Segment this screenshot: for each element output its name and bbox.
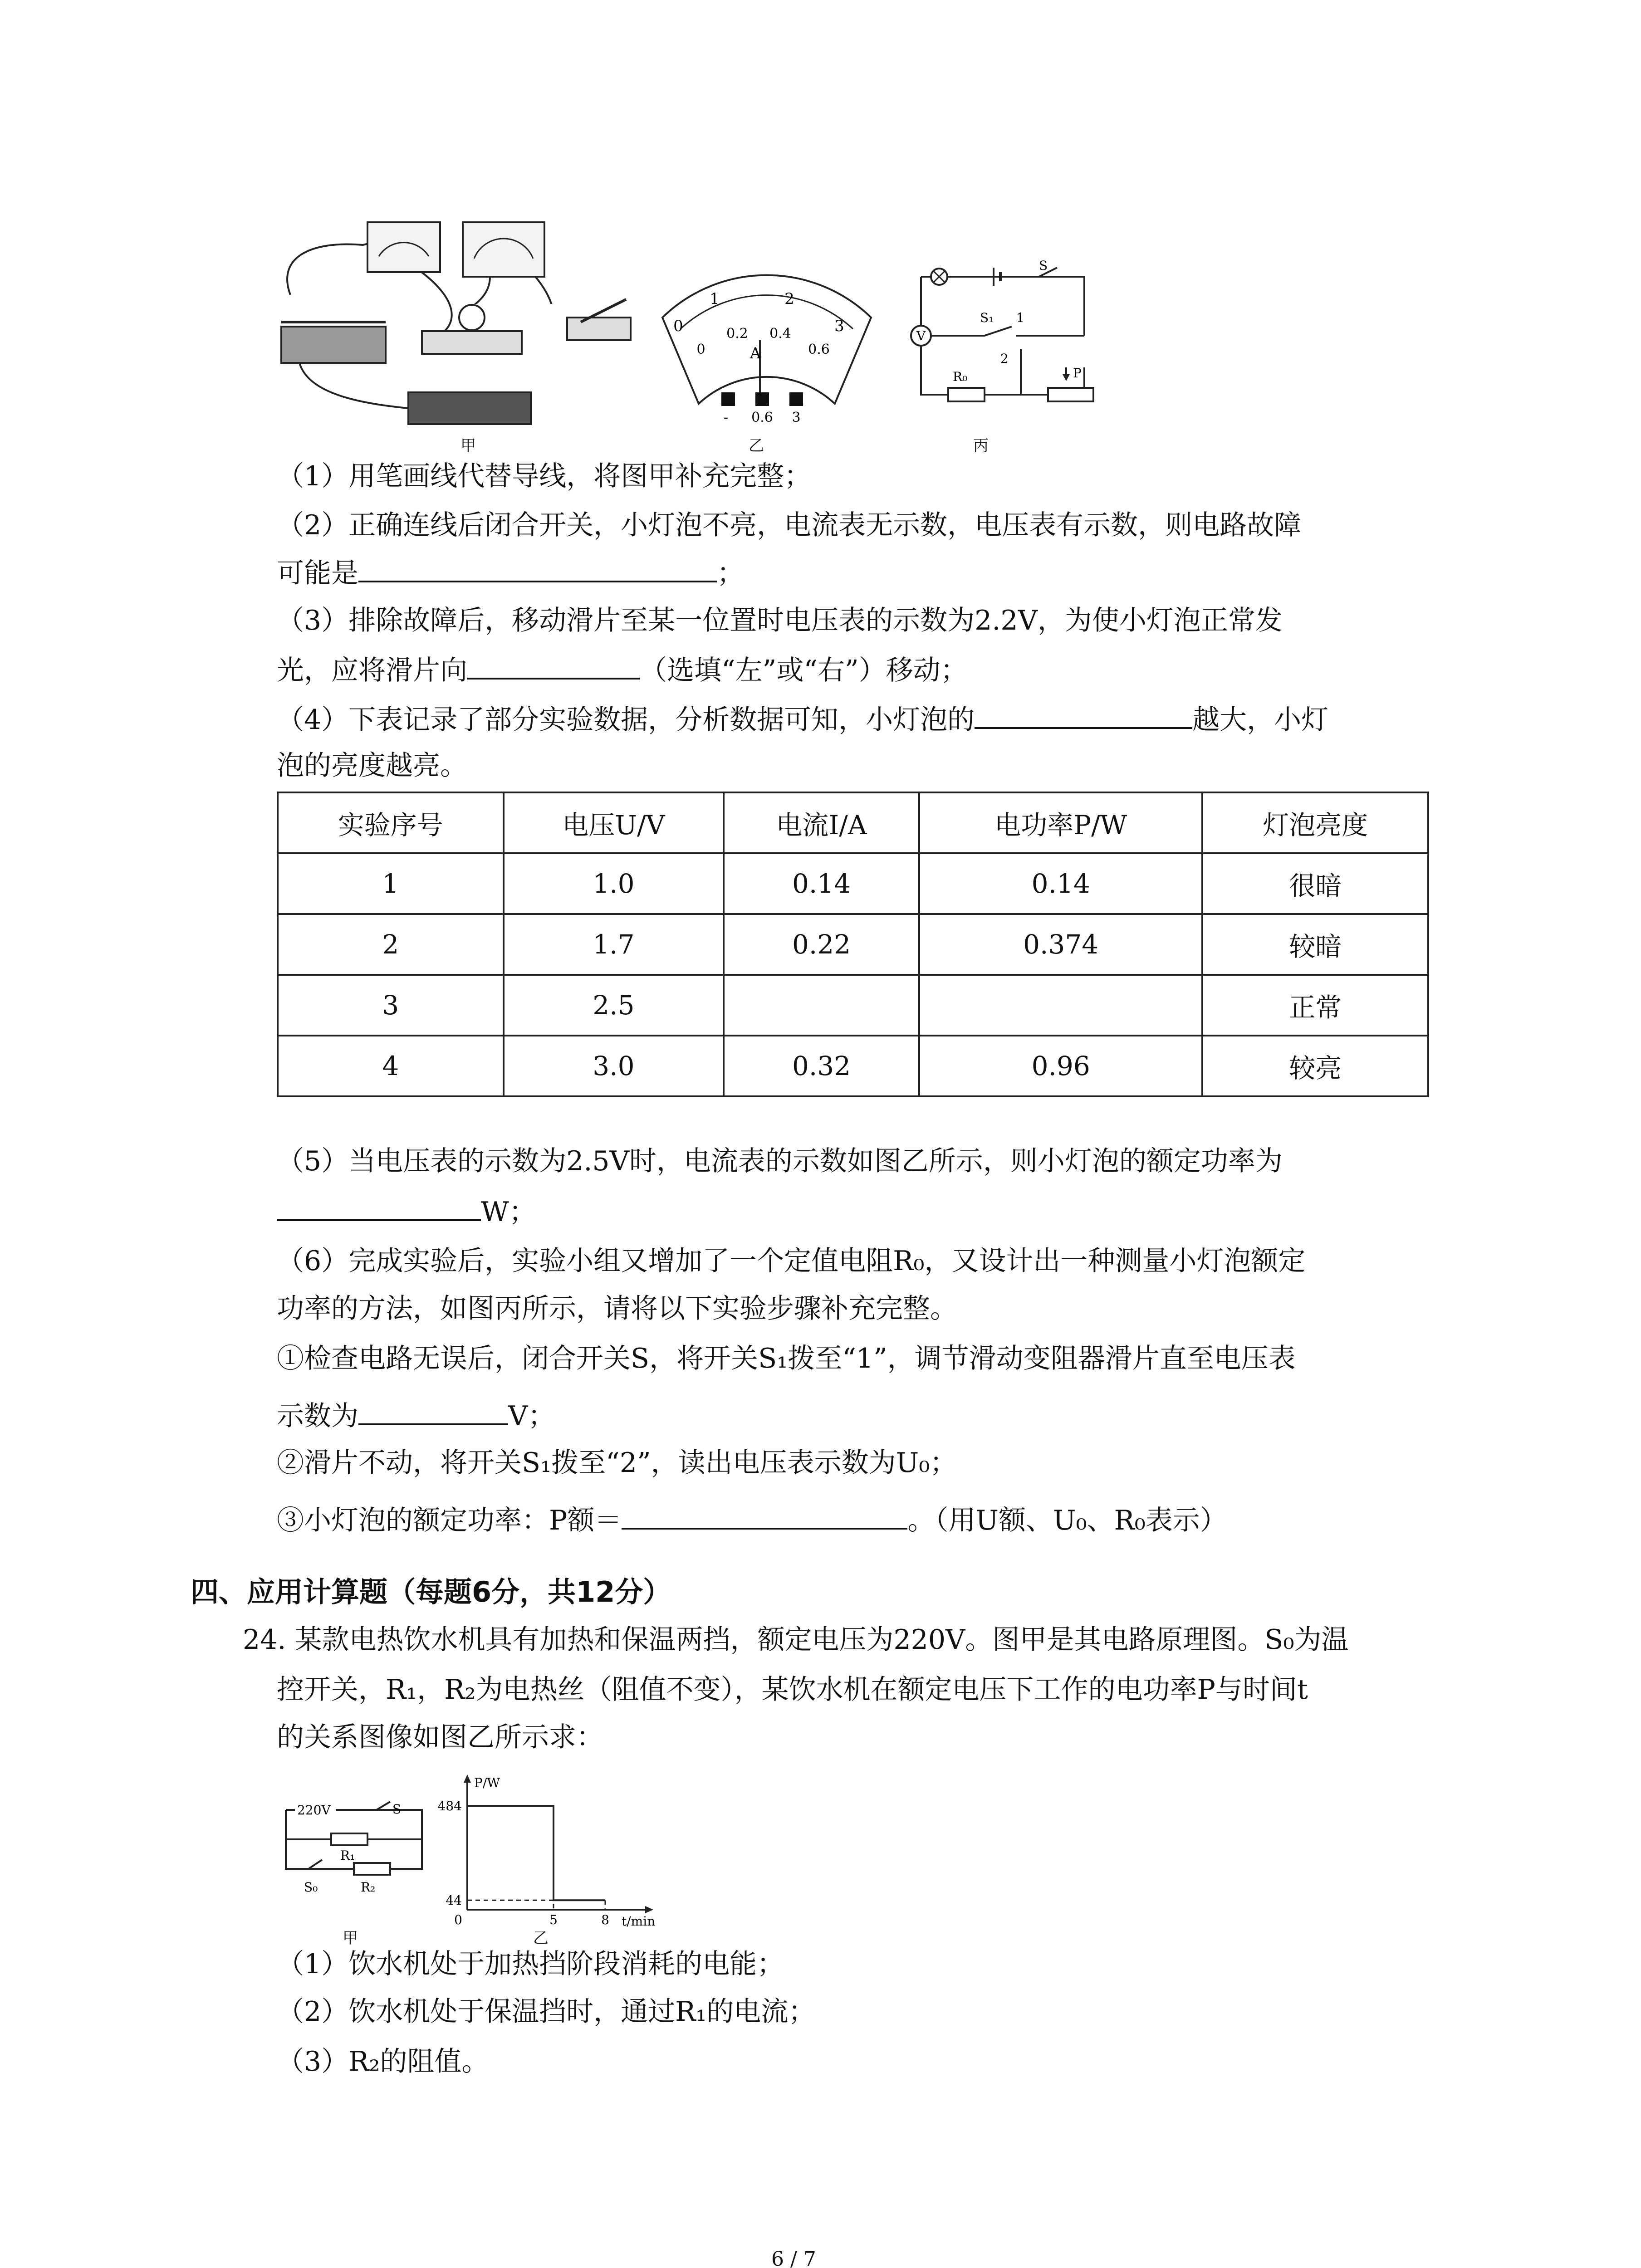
question-24-line-1: 24. 某款电热饮水机具有加热和保温两挡，额定电压为220V。图甲是其电路原理图。S₀为温 bbox=[243, 1624, 1349, 1656]
chart-y-tick-label: 44 bbox=[446, 1893, 462, 1908]
answer-blank-2[interactable] bbox=[358, 554, 717, 582]
schematic-slider-p: P bbox=[1073, 366, 1082, 381]
figure-a-caption: 甲 bbox=[460, 437, 476, 455]
table-cell: 0.374 bbox=[919, 914, 1202, 975]
figure-24-circuit bbox=[277, 1792, 426, 1914]
question-6-step-1-line-1: ①检查电路无误后，闭合开关S，将开关S₁拨至“1”，调节滑动变阻器滑片直至电压表 bbox=[277, 1343, 1296, 1374]
table-row bbox=[278, 914, 1428, 975]
table-row bbox=[278, 853, 1428, 914]
table-header-row bbox=[278, 792, 1428, 853]
ammeter-lower-tick-0: 0 bbox=[696, 342, 705, 357]
figure-24-power-time-chart bbox=[431, 1769, 667, 1928]
question-4-line-2: 泡的亮度越亮。 bbox=[277, 750, 467, 782]
schematic-switch-s1: S₁ bbox=[980, 310, 994, 325]
chart-x-tick-label: 5 bbox=[549, 1912, 558, 1927]
table-cell: 很暗 bbox=[1202, 853, 1428, 914]
chart-x-tick-label: 0 bbox=[454, 1912, 462, 1927]
experiment-data-table bbox=[277, 792, 1429, 1097]
table-cell: 较亮 bbox=[1202, 1036, 1428, 1096]
question-2-line-1: （2）正确连线后闭合开关，小灯泡不亮，电流表无示数，电压表有示数，则电路故障 bbox=[277, 509, 1302, 541]
question-24-line-2: 控开关，R₁，R₂为电热丝（阻值不变），某饮水机在额定电压下工作的电功率P与时间t bbox=[277, 1674, 1308, 1706]
question-6-step-3: ③小灯泡的额定功率：P额＝ 。（用U额、U₀、R₀表示） bbox=[277, 1501, 1227, 1539]
page-number: 6 / 7 bbox=[771, 2248, 816, 2268]
question-24-part-1: （1）饮水机处于加热挡阶段消耗的电能； bbox=[277, 1948, 784, 1980]
schematic-voltmeter: V bbox=[916, 328, 926, 343]
table-cell: 1 bbox=[278, 853, 504, 914]
question-6-step-2: ②滑片不动，将开关S₁拨至“2”，读出电压表示数为U₀； bbox=[277, 1447, 957, 1479]
chart-x-arrow bbox=[645, 1906, 653, 1913]
ammeter-unit: A bbox=[749, 344, 761, 362]
ammeter-lower-tick-3: 0.6 bbox=[808, 342, 830, 357]
answer-blank-6b[interactable] bbox=[622, 1501, 907, 1530]
fig24-s: S bbox=[392, 1802, 402, 1817]
chart-xlabel: t/min bbox=[622, 1914, 656, 1928]
chart-x-tick-label: 8 bbox=[601, 1912, 609, 1927]
table-cell: 0.96 bbox=[919, 1036, 1202, 1096]
ammeter-upper-tick-2: 2 bbox=[784, 290, 794, 308]
question-5-line-2: W； bbox=[277, 1193, 536, 1230]
figure-ammeter-dial bbox=[653, 268, 880, 431]
table-cell-blank[interactable] bbox=[919, 975, 1202, 1036]
answer-blank-6a[interactable] bbox=[358, 1397, 508, 1425]
question-24-part-2: （2）饮水机处于保温挡时，通过R₁的电流； bbox=[277, 1996, 816, 2028]
ammeter-lower-tick-2: 0.4 bbox=[769, 326, 791, 342]
table-cell: 3 bbox=[278, 975, 504, 1036]
answer-blank-3[interactable] bbox=[467, 651, 640, 679]
figure-b-caption: 乙 bbox=[749, 437, 764, 455]
ammeter-lower-tick-1: 0.2 bbox=[726, 326, 748, 342]
table-cell: 0.22 bbox=[724, 914, 919, 975]
figure-24a-caption: 甲 bbox=[343, 1929, 358, 1947]
table-cell: 1.7 bbox=[504, 914, 724, 975]
table-cell: 0.14 bbox=[919, 853, 1202, 914]
table-cell: 2.5 bbox=[504, 975, 724, 1036]
table-cell: 0.32 bbox=[724, 1036, 919, 1096]
table-cell: 1.0 bbox=[504, 853, 724, 914]
ammeter-terminal-06: 0.6 bbox=[751, 410, 773, 425]
chart-y-tick-label: 484 bbox=[437, 1799, 462, 1814]
switch-illustration bbox=[554, 290, 644, 354]
question-3-line-1: （3）排除故障后，移动滑片至某一位置时电压表的示数为2.2V，为使小灯泡正常发 bbox=[277, 605, 1283, 636]
figure-c-caption: 丙 bbox=[973, 437, 989, 455]
table-header: 灯泡亮度 bbox=[1202, 792, 1428, 853]
question-2-line-2: 可能是 ； bbox=[277, 554, 744, 591]
fig24-voltage: 220V bbox=[297, 1803, 331, 1818]
schematic-switch-s: S bbox=[1039, 259, 1048, 273]
fig24-r1: R₁ bbox=[340, 1848, 355, 1863]
ammeter-terminal-3: 3 bbox=[792, 410, 801, 425]
schematic-pos-2: 2 bbox=[1000, 351, 1009, 366]
question-6-step-1-line-2: 示数为 V； bbox=[277, 1397, 555, 1434]
ammeter-terminal-neg: - bbox=[723, 410, 729, 425]
table-header: 电压U/V bbox=[504, 792, 724, 853]
figure-circuit-schematic bbox=[903, 259, 1102, 408]
ammeter-upper-tick-1: 1 bbox=[710, 290, 720, 308]
ammeter-upper-tick-3: 3 bbox=[834, 317, 844, 335]
table-cell: 3.0 bbox=[504, 1036, 724, 1096]
table-row bbox=[278, 975, 1428, 1036]
question-1: （1）用笔画线代替导线，将图甲补充完整； bbox=[277, 460, 812, 492]
chart-y-arrow bbox=[464, 1774, 471, 1783]
question-4-line-1: （4）下表记录了部分实验数据，分析数据可知，小灯泡的 越大，小灯 bbox=[277, 701, 1328, 738]
fig24-s0: S₀ bbox=[304, 1880, 318, 1895]
schematic-r0: R₀ bbox=[953, 369, 968, 384]
question-6-line-1: （6）完成实验后，实验小组又增加了一个定值电阻R₀，又设计出一种测量小灯泡额定 bbox=[277, 1245, 1306, 1277]
question-24-part-3: （3）R₂的阻值。 bbox=[277, 2046, 489, 2077]
figure-24b-caption: 乙 bbox=[533, 1929, 549, 1947]
question-6-line-2: 功率的方法，如图丙所示，请将以下实验步骤补充完整。 bbox=[277, 1293, 957, 1325]
schematic-pos-1: 1 bbox=[1016, 310, 1024, 325]
question-5-line-1: （5）当电压表的示数为2.5V时，电流表的示数如图乙所示，则小灯泡的额定功率为 bbox=[277, 1145, 1283, 1177]
chart-series-line bbox=[467, 1806, 605, 1900]
table-cell: 0.14 bbox=[724, 853, 919, 914]
section-4-heading: 四、应用计算题（每题6分，共12分） bbox=[191, 1575, 671, 1608]
table-cell-blank[interactable] bbox=[724, 975, 919, 1036]
chart-ylabel: P/W bbox=[474, 1775, 500, 1790]
question-3-line-2: 光，应将滑片向 （选填“左”或“右”）移动； bbox=[277, 651, 968, 689]
fig24-r2: R₂ bbox=[361, 1880, 376, 1895]
table-cell: 4 bbox=[278, 1036, 504, 1096]
table-cell: 正常 bbox=[1202, 975, 1428, 1036]
table-cell: 2 bbox=[278, 914, 504, 975]
answer-blank-4[interactable] bbox=[975, 701, 1192, 729]
answer-blank-5[interactable] bbox=[277, 1193, 481, 1221]
question-24-line-3: 的关系图像如图乙所示求： bbox=[277, 1721, 603, 1753]
table-cell: 较暗 bbox=[1202, 914, 1428, 975]
table-row bbox=[278, 1036, 1428, 1096]
ammeter-left-zero: 0 bbox=[673, 317, 683, 335]
table-header: 电功率P/W bbox=[919, 792, 1202, 853]
table-header: 电流I/A bbox=[724, 792, 919, 853]
table-header: 实验序号 bbox=[278, 792, 504, 853]
